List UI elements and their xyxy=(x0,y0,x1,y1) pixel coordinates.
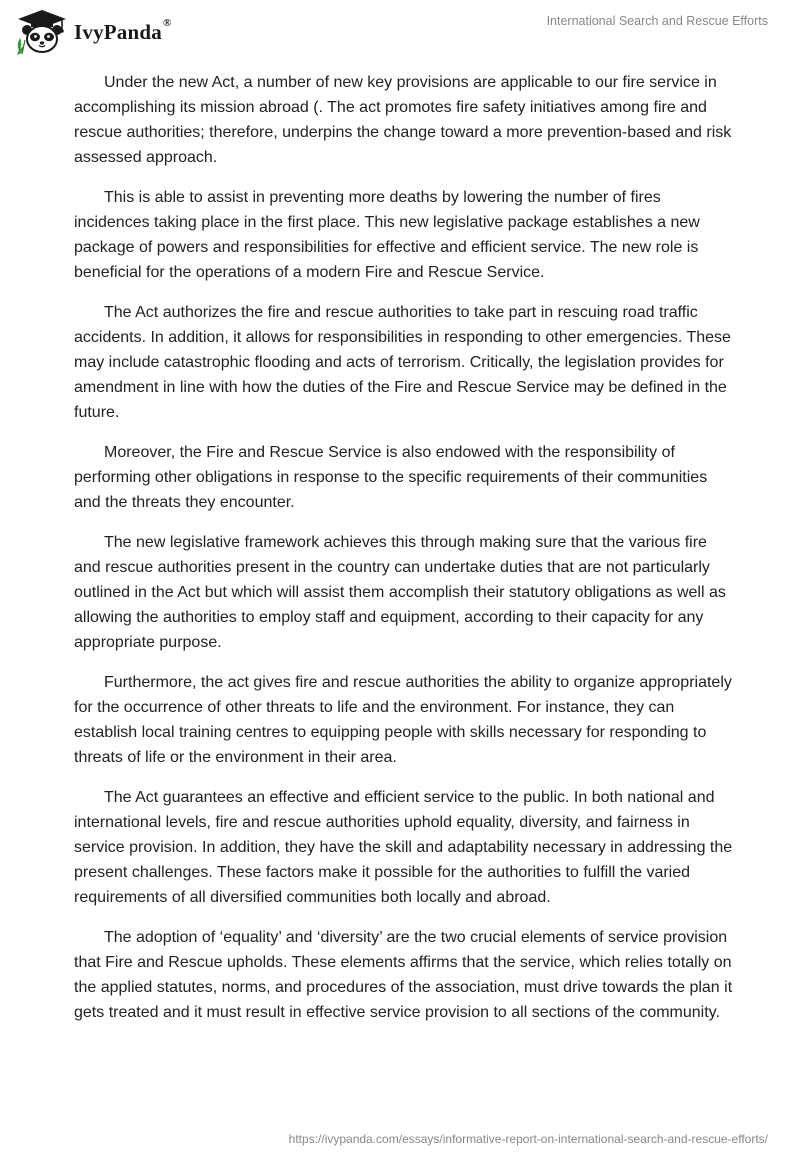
paragraph: Under the new Act, a number of new key provisions are applicable to our fire service in accomplishing its mission abroad (. The act promotes fire safety initiatives among fire and rescue authorities; therefore, underpins the change toward a more prevention-based and risk assessed approach. xyxy=(74,74,732,166)
paragraph: This is able to assist in preventing more deaths by lowering the number of fires incidences taking place in the first place. This new legislative package establishes a new package of powers and responsibilities for effective and efficient service. The new role is beneficial for the operations of a modern Fire and Rescue Service. xyxy=(74,189,700,281)
panda-graduate-icon xyxy=(14,8,70,56)
paragraph: The adoption of ‘equality’ and ‘diversity’ are the two crucial elements of service provision that Fire and Rescue upholds. These elements affirms that the service, which relies totally on the applied statutes, norms, and procedures of the association, must drive towards the plan it gets treated and it must result in effective service provision to all sections of the community. xyxy=(74,929,733,1021)
paragraph: Moreover, the Fire and Rescue Service is also endowed with the responsibility of performing other obligations in response to the specific requirements of their communities and the threats they encounter. xyxy=(74,444,708,511)
paragraph: The Act guarantees an effective and efficient service to the public. In both national and international levels, fire and rescue authorities uphold equality, diversity, and fairness in service provision. In addition, they have the skill and adaptability necessary in addressing the present challenges. These factors make it possible for the authorities to fulfill the varied requirements of all diversified communities both locally and abroad. xyxy=(74,789,733,906)
paragraph: Furthermore, the act gives fire and rescue authorities the ability to organize appropriately for the occurrence of other threats to life and the environment. For instance, they can establish local training centres to equipping people with skills necessary for responding to threats of life or the environment in their area. xyxy=(74,674,732,766)
registered-mark: ® xyxy=(162,16,172,29)
paragraph: The Act authorizes the fire and rescue authorities to take part in rescuing road traffic accidents. In addition, it allows for responsibilities in responding to other emergencies. These may include catastrophic flooding and acts of terrorism. Critically, the legislation provides for amendment in line with how the duties of the Fire and Rescue Service may be defined in the future. xyxy=(74,304,731,421)
brand-name: IvyPanda® xyxy=(74,16,172,44)
page-header xyxy=(0,0,800,60)
essay-body xyxy=(74,70,734,1040)
paragraph: The new legislative framework achieves this through making sure that the various fire and rescue authorities present in the country can undertake duties that are not particularly outlined in the Act but which will assist them accomplish their statutory obligations as well as allowing the authorities to employ staff and equipment, according to their capacity for any appropriate purpose. xyxy=(74,534,726,651)
brand-logo[interactable] xyxy=(14,8,171,56)
source-url-link[interactable]: https://ivypanda.com/essays/informative-report-on-international-search-and-rescue-efforts/ xyxy=(288,1132,768,1146)
document-title: International Search and Rescue Efforts xyxy=(546,14,768,28)
